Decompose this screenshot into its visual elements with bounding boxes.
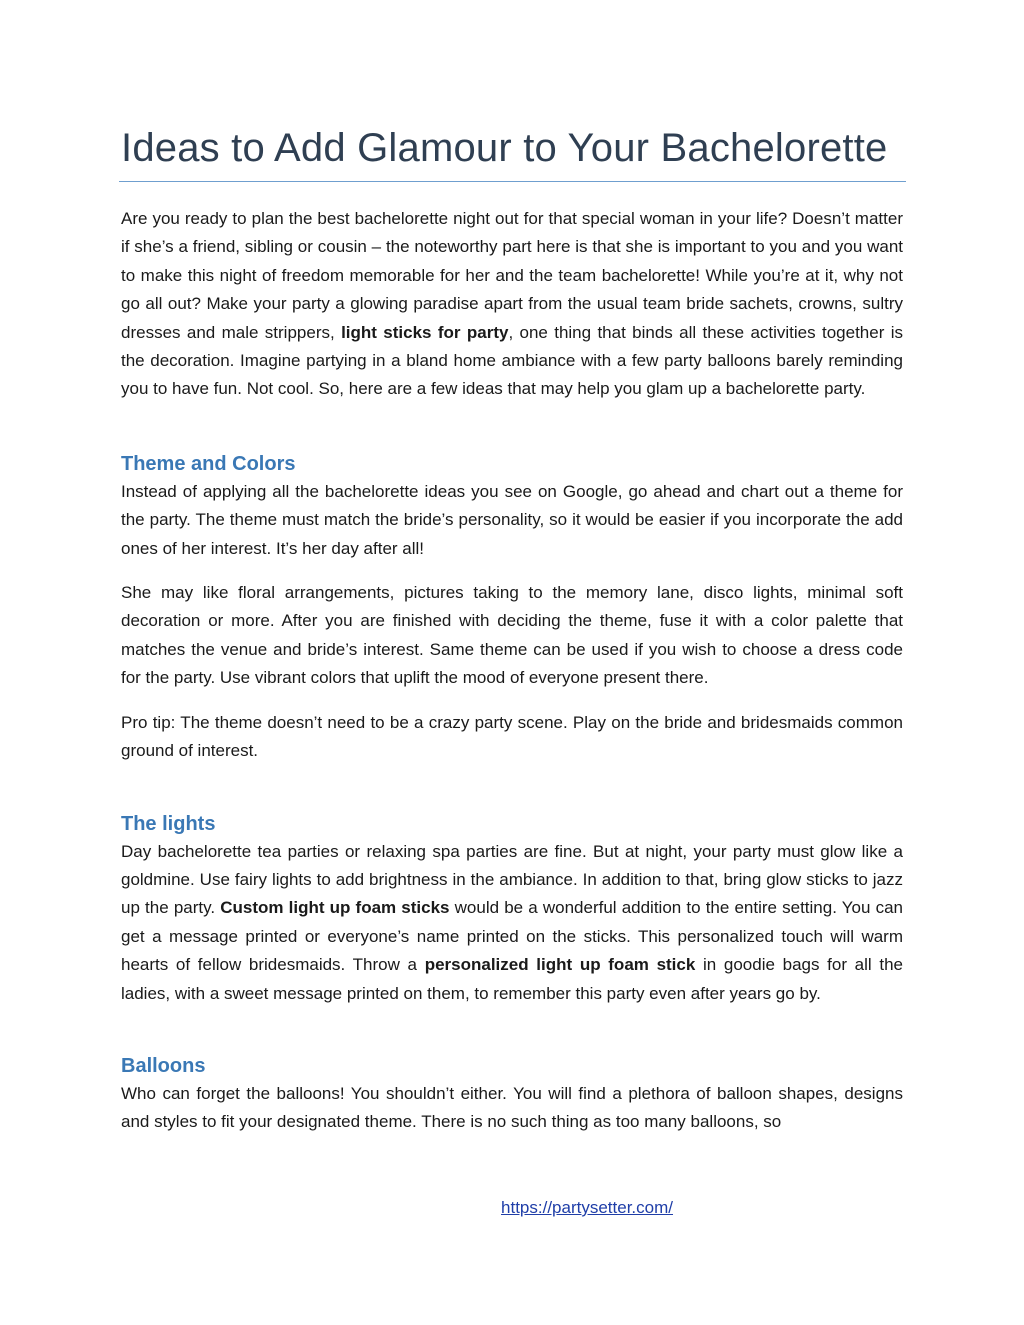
intro-keyword-light-sticks: light sticks for party [341, 322, 509, 342]
theme-paragraph-3: Pro tip: The theme doesn’t need to be a crazy party scene. Play on the bride and bridesmaids common ground of interest. [121, 712, 903, 761]
section-heading-theme: Theme and Colors [121, 452, 296, 475]
footer-website-link[interactable]: https://partysetter.com/ [501, 1198, 673, 1217]
balloons-paragraph: Who can forget the balloons! You shouldn’t either. You will find a plethora of balloon shapes, designs and styles to fit your designated theme. There is no such thing as too many balloons, so [121, 1083, 903, 1132]
document-body [121, 205, 903, 1137]
section-theme [121, 450, 903, 766]
lights-text-3: in goodie bags for all the ladies, with a sweet message printed on them, to remember this party even after years go by. [121, 955, 903, 1003]
lights-paragraph [121, 838, 903, 1008]
section-heading-lights: The lights [121, 812, 216, 835]
intro-text-1: Are you ready to plan the best bachelorette night out for that special woman in your life? Doesn’t matter if she’s a friend, sibling or cousin – the noteworthy part here is that she is important to you and you want to make this night of freedom memorable for her and the team bachelorette! While you’re at it, why not go all out? Make your party a glowing paradise apart from the usual team bride sachets, crowns, sultry dresses and male strippers, [121, 209, 903, 342]
lights-text-1: Day bachelorette tea parties or relaxing spa parties are fine. But at night, your party must glow like a goldmine. Use fairy lights to add brightness in the ambiance. In addition to that, bring glow sticks to jazz up the party. [121, 841, 903, 918]
intro-text-2: , one thing that binds all these activities together is the decoration. Imagine partying in a bland home ambiance with a few party balloons barely reminding you to have fun. Not cool. So, here are a few ideas that may help you glam up a bachelorette party. [121, 322, 903, 399]
section-heading-balloons: Balloons [121, 1054, 206, 1077]
theme-paragraph-1: Instead of applying all the bachelorette ideas you see on Google, go ahead and chart out a theme for the party. The theme must match the bride’s personality, so it would be easier if you incorporate the add ones of her interest. It’s her day after all! [121, 481, 903, 558]
document-title: Ideas to Add Glamour to Your Bachelorette [121, 126, 888, 170]
title-underline [119, 181, 906, 182]
section-lights [121, 810, 903, 1008]
page-footer [0, 1196, 1024, 1220]
lights-keyword-foam-sticks: Custom light up foam sticks [220, 898, 450, 918]
lights-text-2: would be a wonderful addition to the entire setting. You can get a message printed or everyone’s name printed on the sticks. This personalized touch will warm hearts of fellow bridesmaids. Throw a [121, 898, 904, 975]
section-balloons [121, 1052, 903, 1137]
lights-keyword-personalized-stick: personalized light up foam stick [424, 955, 696, 975]
intro-paragraph [121, 205, 903, 404]
theme-paragraph-2: She may like floral arrangements, pictures taking to the memory lane, disco lights, minimal soft decoration or more. After you are finished with deciding the theme, fuse it with a color palette that matches the venue and bride’s interest. Same theme can be used if you wish to choose a dress code for the party. Use vibrant colors that uplift the mood of everyone present there. [121, 583, 903, 688]
